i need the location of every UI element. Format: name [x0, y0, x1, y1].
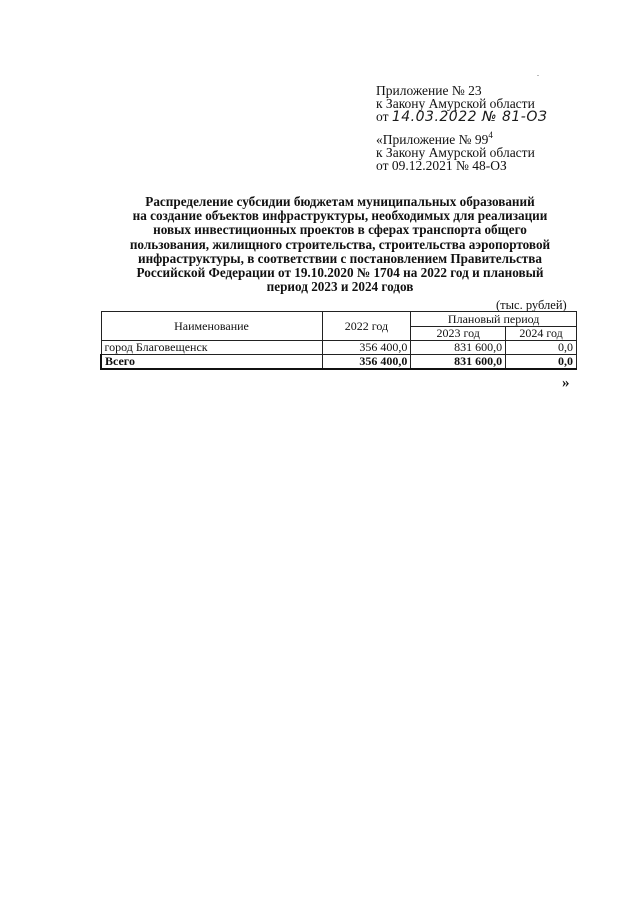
header-name: Наименование — [101, 312, 322, 341]
table-row — [101, 341, 577, 355]
title-line: пользования, жилищного строительства, строительства аэропортовой — [129, 236, 551, 252]
original-annex-number: «Приложение № $99^4$ — [376, 129, 493, 147]
unit-label: (тыс. рублей) — [496, 298, 567, 312]
title-line: новых инвестиционных проектов в сферах транспорта общего — [153, 222, 527, 238]
original-annex-law-reference: к Закону Амурской области — [376, 145, 535, 160]
row-value-2024: 0,0 — [506, 341, 577, 355]
handwritten-date-number: 14.03.2022 № 81-ОЗ — [391, 109, 548, 125]
annex-superscript: 4 — [488, 129, 493, 140]
annex-date-line — [376, 110, 547, 124]
annex-number: Приложение № 23 — [376, 83, 482, 98]
header-2024: 2024 год — [506, 327, 577, 341]
row-value-2023: 831 600,0 — [411, 341, 506, 355]
header-2023: 2023 год — [411, 327, 506, 341]
table-header-row — [101, 312, 577, 327]
title-line: инфраструктуры, в соответствии с постановлением Правительства — [137, 250, 542, 266]
total-value-2024: 0,0 — [506, 355, 577, 370]
table-total-row — [101, 355, 577, 370]
total-value-2023: 831 600,0 — [411, 355, 506, 370]
annex-header — [376, 84, 547, 124]
title-line: Распределение субсидии бюджетам муниципальных образований — [145, 194, 535, 209]
total-name: Всего — [101, 355, 322, 370]
annex-date-prefix: от — [376, 109, 389, 124]
title-line: Российской Федерации от 19.10.2020 № 1704 на 2022 год и плановый — [136, 265, 544, 281]
document-title — [100, 195, 580, 294]
header-plan-period: Плановый период — [411, 312, 577, 327]
scan-speck — [537, 75, 539, 76]
total-value-2022: 356 400,0 — [322, 355, 411, 370]
original-annex-header — [376, 129, 535, 173]
header-2022: 2022 год — [322, 312, 411, 341]
title-line: на создание объектов инфраструктуры, необходимых для реализации — [132, 208, 548, 224]
row-value-2022: 356 400,0 — [322, 341, 411, 355]
row-name: город Благовещенск — [101, 341, 322, 355]
subsidy-table — [100, 311, 577, 370]
closing-quote: » — [562, 375, 570, 391]
annex-law-reference: к Закону Амурской области — [376, 96, 535, 111]
title-line: период 2023 и 2024 годов — [266, 279, 414, 295]
original-annex-date: от 09.12.2021 № 48-ОЗ — [376, 158, 507, 173]
